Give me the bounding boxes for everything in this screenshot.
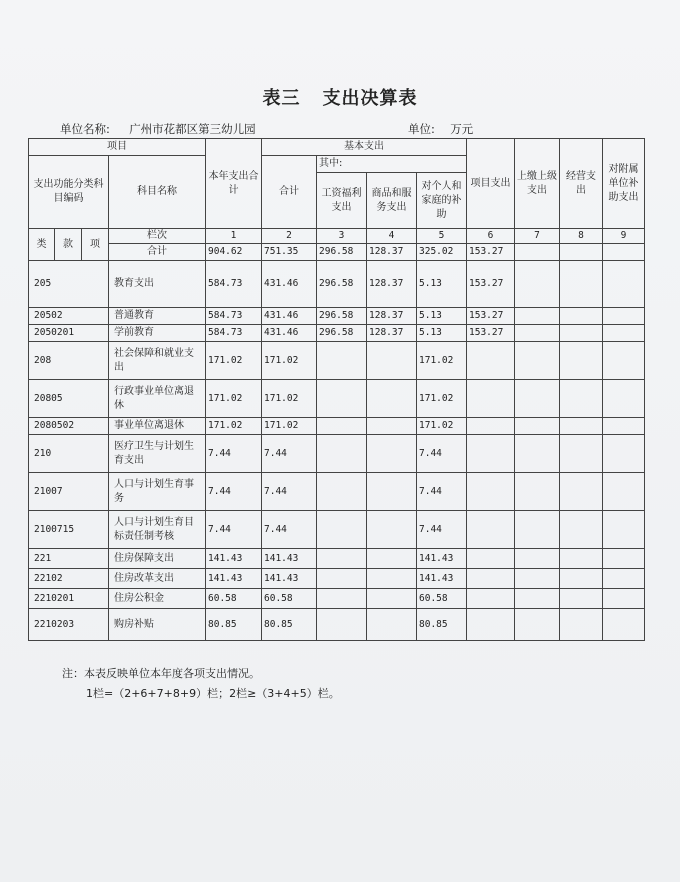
row-value-cell xyxy=(560,589,603,609)
unit-line xyxy=(408,121,473,137)
row-code: 210 xyxy=(29,435,109,473)
row-value-cell: 141.43 xyxy=(417,549,467,569)
row-value-cell xyxy=(367,435,417,473)
row-value-cell xyxy=(317,342,367,380)
row-value-cell xyxy=(467,589,515,609)
row-value-cell: 171.02 xyxy=(417,342,467,380)
row-value-cell xyxy=(603,261,645,308)
col-number: 4 xyxy=(367,229,417,244)
row-value-cell: 5.13 xyxy=(417,261,467,308)
col-number: 9 xyxy=(603,229,645,244)
row-value-cell xyxy=(560,435,603,473)
row-value-cell: 7.44 xyxy=(262,473,317,511)
table-row xyxy=(29,380,645,418)
row-value-cell: 296.58 xyxy=(317,261,367,308)
row-value-cell: 141.43 xyxy=(262,569,317,589)
row-value-cell xyxy=(317,569,367,589)
row-value-cell xyxy=(317,435,367,473)
row-value-cell xyxy=(467,435,515,473)
row-value-cell xyxy=(467,380,515,418)
row-value-cell: 60.58 xyxy=(262,589,317,609)
row-value-cell xyxy=(560,549,603,569)
row-value-cell xyxy=(603,418,645,435)
row-value-cell xyxy=(467,609,515,641)
row-value-cell xyxy=(367,342,417,380)
row-value-cell: 171.02 xyxy=(206,380,262,418)
row-value-cell xyxy=(317,549,367,569)
row-value-cell: 141.43 xyxy=(417,569,467,589)
col-number: 3 xyxy=(317,229,367,244)
header-operating: 经营支出 xyxy=(560,139,603,229)
row-value-cell: 171.02 xyxy=(417,418,467,435)
note-line-1: 注：本表反映单位本年度各项支出情况。 xyxy=(62,667,260,680)
row-subject-name: 学前教育 xyxy=(109,325,206,342)
row-value-cell xyxy=(367,569,417,589)
total-cell: 296.58 xyxy=(317,244,367,261)
col-number: 2 xyxy=(262,229,317,244)
total-row-label: 合计 xyxy=(109,244,206,261)
row-value-cell xyxy=(603,473,645,511)
row-subject-name: 购房补贴 xyxy=(109,609,206,641)
row-value-cell: 171.02 xyxy=(206,418,262,435)
row-value-cell xyxy=(515,549,560,569)
row-code: 2050201 xyxy=(29,325,109,342)
row-value-cell: 5.13 xyxy=(417,325,467,342)
row-value-cell xyxy=(560,342,603,380)
row-value-cell xyxy=(467,569,515,589)
header-project: 项目支出 xyxy=(467,139,515,229)
title-table-name: 支出决算表 xyxy=(322,88,418,109)
unit-name-line xyxy=(60,121,256,137)
row-value-cell: 141.43 xyxy=(262,549,317,569)
total-cell xyxy=(560,244,603,261)
row-value-cell: 171.02 xyxy=(262,342,317,380)
row-value-cell xyxy=(515,435,560,473)
unit-name-value: 广州市花都区第三幼儿园 xyxy=(129,122,256,136)
row-value-cell xyxy=(560,473,603,511)
header-xiang: 项 xyxy=(82,229,109,261)
row-value-cell xyxy=(603,589,645,609)
row-subject-name: 事业单位离退休 xyxy=(109,418,206,435)
row-value-cell xyxy=(367,473,417,511)
row-value-cell: 128.37 xyxy=(367,325,417,342)
row-code: 20805 xyxy=(29,380,109,418)
row-subject-name: 行政事业单位离退休 xyxy=(109,380,206,418)
row-value-cell: 80.85 xyxy=(417,609,467,641)
row-value-cell xyxy=(367,609,417,641)
row-value-cell: 141.43 xyxy=(206,549,262,569)
row-value-cell: 171.02 xyxy=(262,418,317,435)
row-value-cell xyxy=(603,609,645,641)
row-value-cell xyxy=(603,325,645,342)
row-code: 208 xyxy=(29,342,109,380)
row-subject-name: 住房改革支出 xyxy=(109,569,206,589)
row-value-cell: 80.85 xyxy=(206,609,262,641)
row-value-cell xyxy=(467,473,515,511)
row-value-cell xyxy=(603,549,645,569)
row-value-cell xyxy=(515,342,560,380)
row-value-cell: 7.44 xyxy=(206,511,262,549)
row-subject-name: 住房公积金 xyxy=(109,589,206,609)
col-number: 7 xyxy=(515,229,560,244)
title-table-number: 表三 xyxy=(262,88,301,109)
row-value-cell: 171.02 xyxy=(417,380,467,418)
total-cell: 128.37 xyxy=(367,244,417,261)
total-cell: 325.02 xyxy=(417,244,467,261)
row-value-cell xyxy=(560,325,603,342)
header-goods: 商品和服务支出 xyxy=(367,173,417,229)
header-subsidy: 对个人和家庭的补助 xyxy=(417,173,467,229)
unit-name-label: 单位名称: xyxy=(60,122,110,136)
row-code: 205 xyxy=(29,261,109,308)
unit-value: 万元 xyxy=(450,122,474,136)
row-value-cell xyxy=(317,380,367,418)
total-cell: 904.62 xyxy=(206,244,262,261)
row-value-cell xyxy=(515,569,560,589)
table-row xyxy=(29,325,645,342)
row-value-cell xyxy=(560,511,603,549)
table-row xyxy=(29,261,645,308)
row-value-cell xyxy=(367,511,417,549)
row-value-cell xyxy=(317,511,367,549)
row-value-cell xyxy=(515,380,560,418)
row-value-cell: 584.73 xyxy=(206,308,262,325)
row-value-cell xyxy=(603,511,645,549)
row-value-cell: 7.44 xyxy=(206,473,262,511)
row-value-cell: 7.44 xyxy=(262,435,317,473)
expenditure-table xyxy=(28,138,645,641)
row-value-cell: 431.46 xyxy=(262,325,317,342)
row-value-cell: 141.43 xyxy=(206,569,262,589)
row-subject-name: 社会保障和就业支出 xyxy=(109,342,206,380)
header-affiliate: 对附属单位补助支出 xyxy=(603,139,645,229)
row-value-cell xyxy=(515,589,560,609)
row-value-cell xyxy=(515,325,560,342)
col-number: 6 xyxy=(467,229,515,244)
note-line-2: 1栏=（2+6+7+8+9）栏；2栏≥（3+4+5）栏。 xyxy=(86,687,340,700)
table-row xyxy=(29,435,645,473)
table-row xyxy=(29,549,645,569)
table-row xyxy=(29,418,645,435)
row-value-cell: 171.02 xyxy=(206,342,262,380)
table-row xyxy=(29,609,645,641)
table-row xyxy=(29,589,645,609)
table-row xyxy=(29,473,645,511)
row-code: 221 xyxy=(29,549,109,569)
header-func-code: 支出功能分类科目编码 xyxy=(29,156,109,229)
header-lei: 类 xyxy=(29,229,55,261)
row-value-cell: 128.37 xyxy=(367,308,417,325)
row-value-cell: 80.85 xyxy=(262,609,317,641)
row-value-cell xyxy=(367,589,417,609)
row-value-cell xyxy=(467,549,515,569)
row-value-cell: 7.44 xyxy=(417,511,467,549)
row-value-cell xyxy=(560,569,603,589)
header-item: 项目 xyxy=(29,139,206,156)
row-value-cell: 431.46 xyxy=(262,261,317,308)
row-value-cell xyxy=(467,511,515,549)
row-value-cell: 153.27 xyxy=(467,325,515,342)
header-basic: 基本支出 xyxy=(262,139,467,156)
row-value-cell: 7.44 xyxy=(206,435,262,473)
row-value-cell: 171.02 xyxy=(262,380,317,418)
row-value-cell xyxy=(560,308,603,325)
row-value-cell: 584.73 xyxy=(206,325,262,342)
row-value-cell xyxy=(515,418,560,435)
row-value-cell xyxy=(560,380,603,418)
header-kuan: 款 xyxy=(55,229,82,261)
row-value-cell: 296.58 xyxy=(317,308,367,325)
row-value-cell xyxy=(317,589,367,609)
row-code: 21007 xyxy=(29,473,109,511)
row-value-cell xyxy=(560,418,603,435)
row-value-cell xyxy=(515,609,560,641)
row-value-cell xyxy=(560,261,603,308)
row-subject-name: 医疗卫生与计划生育支出 xyxy=(109,435,206,473)
total-cell: 751.35 xyxy=(262,244,317,261)
row-subject-name: 住房保障支出 xyxy=(109,549,206,569)
header-wages: 工资福利支出 xyxy=(317,173,367,229)
total-cell xyxy=(603,244,645,261)
table-row xyxy=(29,511,645,549)
row-value-cell xyxy=(317,473,367,511)
total-cell xyxy=(515,244,560,261)
row-code: 2210201 xyxy=(29,589,109,609)
row-value-cell: 153.27 xyxy=(467,308,515,325)
col-number: 5 xyxy=(417,229,467,244)
row-value-cell: 296.58 xyxy=(317,325,367,342)
header-of-which: 其中: xyxy=(317,156,467,173)
row-subject-name: 人口与计划生育目标责任制考核 xyxy=(109,511,206,549)
table-row xyxy=(29,342,645,380)
row-value-cell xyxy=(603,569,645,589)
header-basic-total: 合计 xyxy=(262,156,317,229)
row-value-cell: 128.37 xyxy=(367,261,417,308)
row-code: 2080502 xyxy=(29,418,109,435)
row-value-cell xyxy=(367,380,417,418)
row-code: 22102 xyxy=(29,569,109,589)
header-upper: 上缴上级支出 xyxy=(515,139,560,229)
row-subject-name: 普通教育 xyxy=(109,308,206,325)
row-value-cell xyxy=(367,549,417,569)
row-value-cell: 60.58 xyxy=(206,589,262,609)
col-number: 1 xyxy=(206,229,262,244)
row-code: 20502 xyxy=(29,308,109,325)
row-value-cell xyxy=(467,342,515,380)
col-number: 8 xyxy=(560,229,603,244)
row-value-cell xyxy=(317,609,367,641)
page-title xyxy=(0,84,680,110)
row-value-cell xyxy=(367,418,417,435)
notes xyxy=(62,664,340,704)
table-row xyxy=(29,569,645,589)
row-value-cell xyxy=(603,435,645,473)
total-cell: 153.27 xyxy=(467,244,515,261)
row-value-cell xyxy=(603,342,645,380)
row-subject-name: 教育支出 xyxy=(109,261,206,308)
row-value-cell: 5.13 xyxy=(417,308,467,325)
row-value-cell xyxy=(515,473,560,511)
row-code: 2210203 xyxy=(29,609,109,641)
row-value-cell xyxy=(603,308,645,325)
row-value-cell: 584.73 xyxy=(206,261,262,308)
row-value-cell: 431.46 xyxy=(262,308,317,325)
row-value-cell: 153.27 xyxy=(467,261,515,308)
row-value-cell xyxy=(467,418,515,435)
row-value-cell xyxy=(317,418,367,435)
table-row xyxy=(29,308,645,325)
row-value-cell xyxy=(560,609,603,641)
row-value-cell: 7.44 xyxy=(417,473,467,511)
row-value-cell: 60.58 xyxy=(417,589,467,609)
header-year-total: 本年支出合计 xyxy=(206,139,262,229)
row-value-cell xyxy=(603,380,645,418)
row-value-cell xyxy=(515,308,560,325)
row-value-cell: 7.44 xyxy=(262,511,317,549)
header-lanci: 栏次 xyxy=(109,229,206,244)
row-code: 2100715 xyxy=(29,511,109,549)
row-value-cell xyxy=(515,511,560,549)
row-value-cell xyxy=(515,261,560,308)
unit-label: 单位: xyxy=(408,122,435,136)
row-subject-name: 人口与计划生育事务 xyxy=(109,473,206,511)
row-value-cell: 7.44 xyxy=(417,435,467,473)
header-subject-name: 科目名称 xyxy=(109,156,206,229)
